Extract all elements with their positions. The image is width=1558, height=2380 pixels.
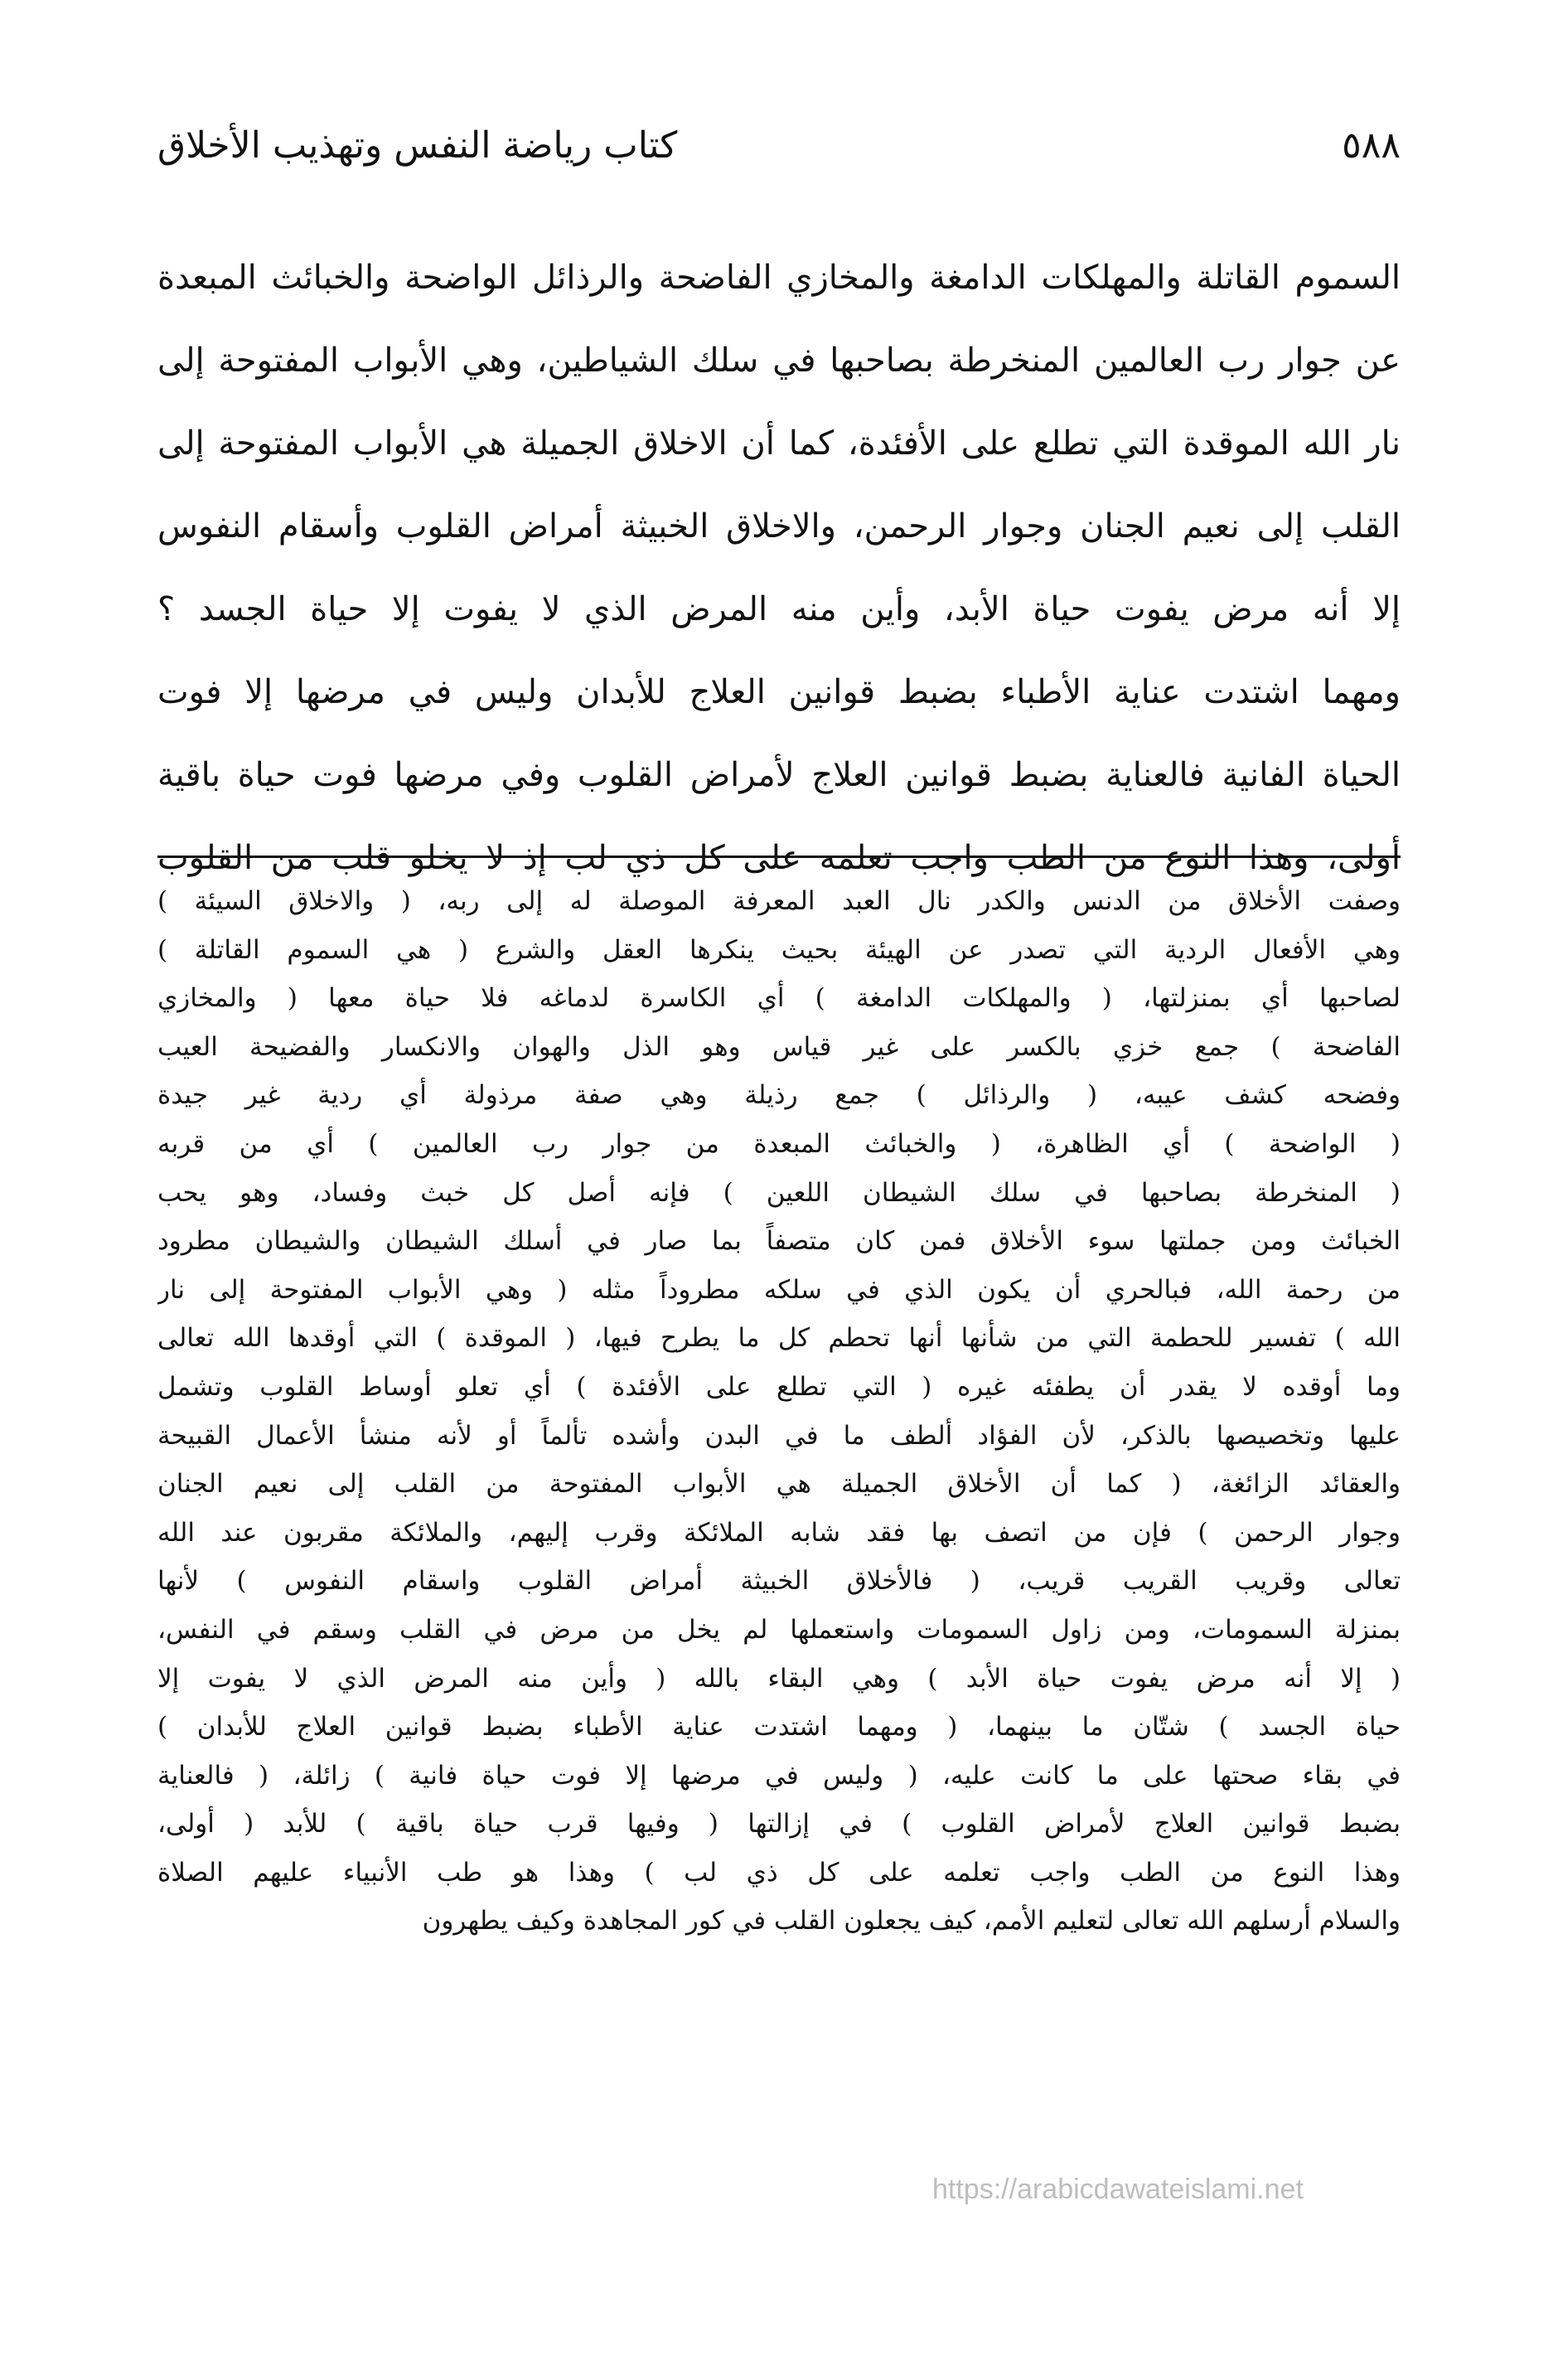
page-header	[157, 124, 1401, 182]
footnote-line: والسلام أرسلهم الله تعالى لتعليم الأمم، كيف يجعلون القلب في كور المجاهدة وكيف يطهرون	[422, 1906, 1401, 1936]
footnote-line: وجوار الرحمن ) فإن من اتصف بها فقد شابه الملائكة وقرب إليهم، والملائكة مقربون عند الله	[157, 1517, 1401, 1548]
watermark-url: https://arabicdawateislami.net	[932, 2174, 1304, 2205]
footnote-divider	[157, 856, 1401, 858]
footnotes	[157, 877, 1401, 1946]
footnote-line: لصاحبها أي بمنزلتها، ( والمهلكات الدامغة ) أي الكاسرة لدماغه فلا حياة معها ( والمخازي	[157, 983, 1401, 1014]
footnote-line: بمنزلة السمومات، ومن زاول السمومات واستعملها لم يخل من مرض في القلب وسقم في النفس،	[157, 1614, 1401, 1645]
footnote-line: في بقاء صحتها على ما كانت عليه، ( وليس في مرضها إلا فوت حياة فانية ) زائلة، ( فالعناية	[157, 1760, 1401, 1791]
footnote-line: الخبائث ومن جملتها سوء الأخلاق فمن كان متصفاً بما صار في أسلك الشيطان والشيطان مطرود	[157, 1226, 1401, 1257]
footnote-line: من رحمة الله، فبالحري أن يكون الذي في سلكه مطروداً مثله ( وهي الأبواب المفتوحة إلى نار	[157, 1274, 1401, 1305]
main-text-line: الحياة الفانية فالعناية بضبط قوانين العلاج لأمراض القلوب وفي مرضها فوت حياة باقية	[157, 756, 1401, 794]
book-title: كتاب رياضة النفس وتهذيب الأخلاق	[157, 124, 678, 167]
footnote-line: الله ) تفسير للحطمة التي من شأنها أنها تحطم كل ما يطرح فيها، ( الموقدة ) التي أوقدها الله تعالى	[157, 1323, 1401, 1354]
footnote-line: وصفت الأخلاق من الدنس والكدر نال العبد المعرفة الموصلة له إلى ربه، ( والاخلاق السيئة )	[157, 886, 1401, 916]
footnote-line: الفاضحة ) جمع خزي بالكسر على غير قياس وهو الذل والهوان والانكسار والفضيحة العيب	[157, 1031, 1401, 1062]
footnote-line: وما أوقده لا يقدر أن يطفئه غيره ( التي تطلع على الأفئدة ) أي تعلو أوساط القلوب وتشمل	[157, 1371, 1401, 1402]
footnote-line: ( إلا أنه مرض يفوت حياة الأبد ) وهي البقاء بالله ( وأين منه المرض الذي لا يفوت إلا	[157, 1663, 1401, 1694]
footnote-line: بضبط قوانين العلاج لأمراض القلوب ) في إزالتها ( وفيها قرب حياة باقية ) للأبد ( أولى،	[157, 1809, 1401, 1840]
footnote-line: والعقائد الزائغة، ( كما أن الأخلاق الجميلة هي الأبواب المفتوحة من القلب إلى نعيم الجنان	[157, 1469, 1401, 1500]
main-text-line: السموم القاتلة والمهلكات الدامغة والمخازي الفاضحة والرذائل الواضحة والخبائث المبعدة	[157, 259, 1401, 297]
footnote-line: تعالى وقريب القريب قريب، ( فالأخلاق الخبيثة أمراض القلوب واسقام النفوس ) لأنها	[157, 1566, 1401, 1597]
main-text-line: القلب إلى نعيم الجنان وجوار الرحمن، والاخلاق الخبيثة أمراض القلوب وأسقام النفوس	[157, 507, 1401, 545]
main-text-line: ومهما اشتدت عناية الأطباء بضبط قوانين العلاج للأبدان وليس في مرضها إلا فوت	[157, 673, 1401, 711]
main-text	[157, 236, 1401, 899]
main-text-line: عن جوار رب العالمين المنخرطة بصاحبها في سلك الشياطين، وهي الأبواب المفتوحة إلى	[157, 342, 1401, 380]
page-number: ٥٨٨	[1342, 124, 1401, 167]
main-text-line: إلا أنه مرض يفوت حياة الأبد، وأين منه المرض الذي لا يفوت إلا حياة الجسد ؟	[157, 590, 1401, 628]
footnote-line: وفضحه كشف عيبه، ( والرذائل ) جمع رذيلة وهي صفة مرذولة أي ردية غير جيدة	[157, 1080, 1401, 1111]
footnote-line: حياة الجسد ) شتّان ما بينهما، ( ومهما اشتدت عناية الأطباء بضبط قوانين العلاج للأبدان )	[157, 1712, 1401, 1743]
main-text-line: أولى، وهذا النوع من الطب واجب تعلمه على كل ذي لب إذ لا يخلو قلب من القلوب	[157, 839, 1401, 877]
footnote-line: وهذا النوع من الطب واجب تعلمه على كل ذي لب ) وهذا هو طب الأنبياء عليهم الصلاة	[157, 1857, 1401, 1888]
footnote-line: ( المنخرطة بصاحبها في سلك الشيطان اللعين ) فإنه أصل كل خبث وفساد، وهو يحب	[157, 1177, 1401, 1208]
footnote-line: عليها وتخصيصها بالذكر، لأن الفؤاد ألطف ما في البدن وأشده تألماً أو لأنه منشأ الأعمال القبيحة	[157, 1420, 1401, 1451]
footnote-line: ( الواضحة ) أي الظاهرة، ( والخبائث المبعدة من جوار رب العالمين ) أي من قربه	[157, 1128, 1401, 1159]
footnote-line: وهي الأفعال الردية التي تصدر عن الهيئة بحيث ينكرها العقل والشرع ( هي السموم القاتلة )	[157, 934, 1401, 965]
main-text-line: نار الله الموقدة التي تطلع على الأفئدة، كما أن الاخلاق الجميلة هي الأبواب المفتوحة إلى	[157, 424, 1401, 463]
